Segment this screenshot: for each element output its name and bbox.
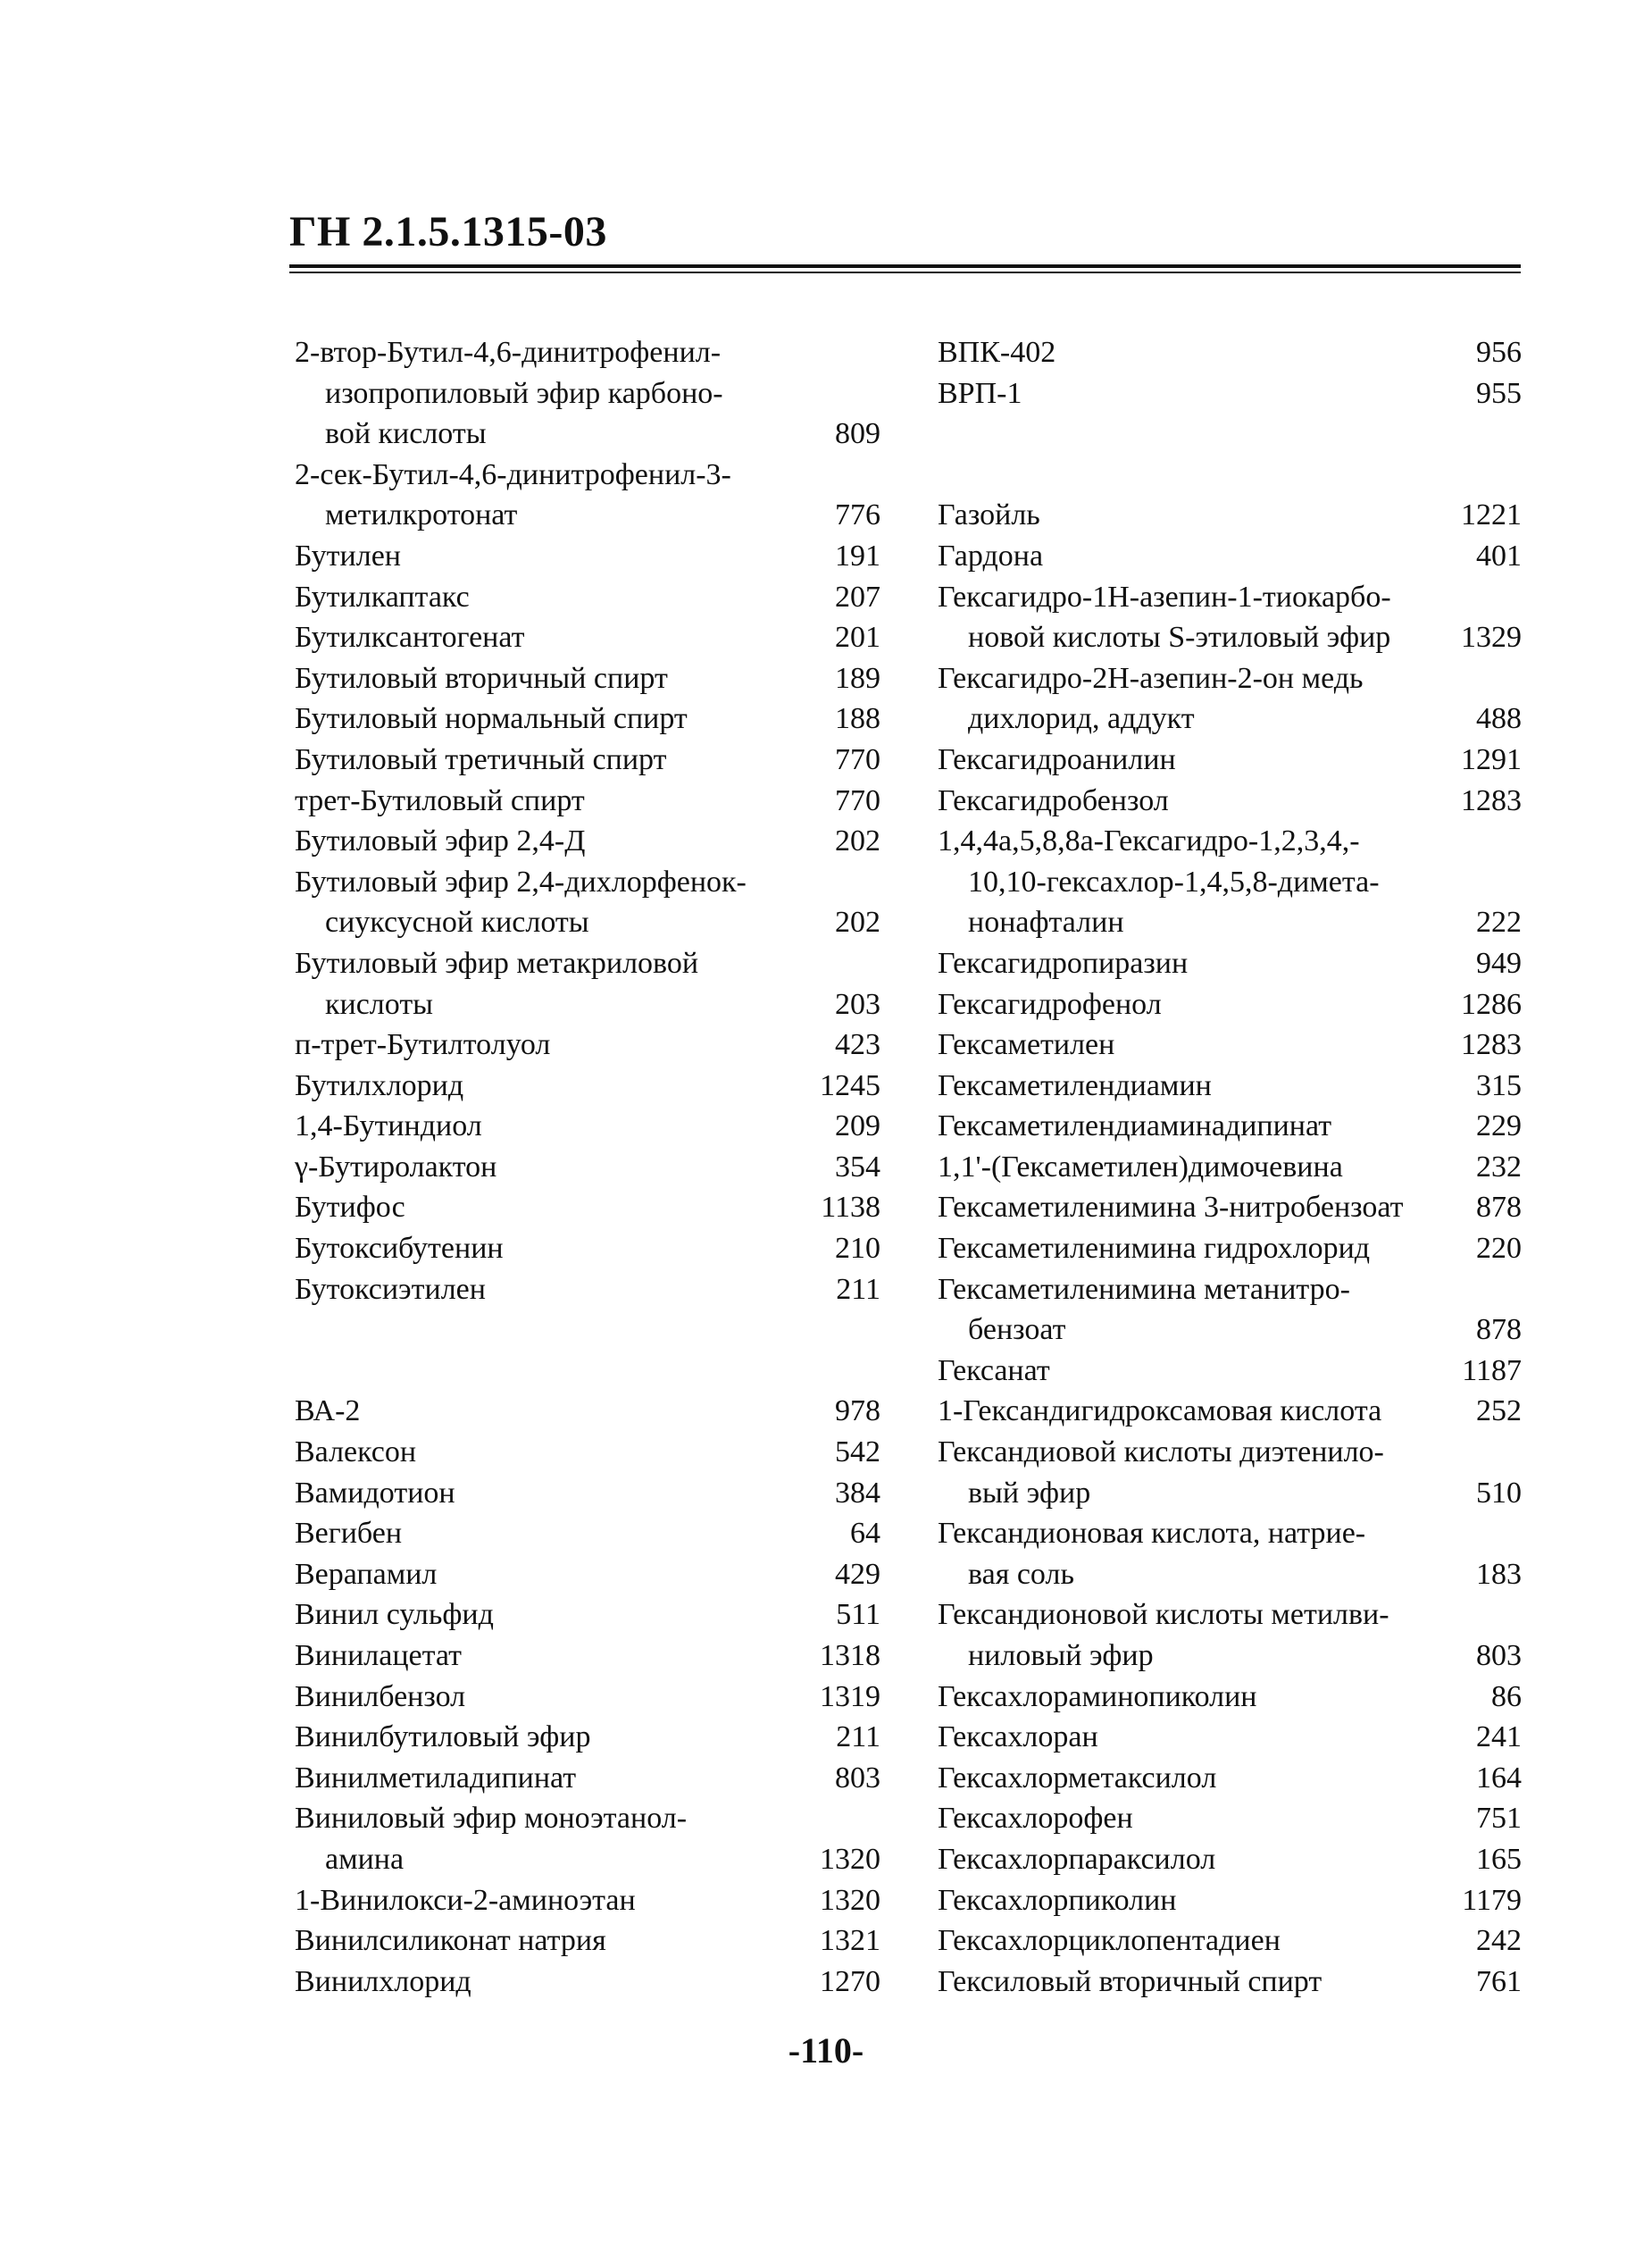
index-entry [295, 455, 880, 536]
index-term: 1,1'-(Гексаметилен)димочевина [938, 1150, 1343, 1184]
index-entry [295, 617, 880, 658]
index-entry [938, 1594, 1522, 1676]
index-entry [295, 1758, 880, 1799]
index-entry [938, 740, 1522, 781]
index-term: Гексахлорциклопентадиен [938, 1924, 1281, 1958]
index-entry [938, 577, 1522, 658]
page-reference: 220 [1476, 1232, 1522, 1266]
page-reference: 956 [1476, 336, 1522, 369]
page-reference: 242 [1476, 1924, 1522, 1958]
page-reference: 803 [1476, 1639, 1522, 1672]
index-term: Бутиловый вторичный спирт [295, 661, 668, 695]
index-entry [938, 1920, 1522, 1962]
index-entry [295, 781, 880, 822]
page-reference: 770 [835, 783, 880, 817]
index-term: Гексахлораминопиколин [938, 1679, 1257, 1713]
index-term: Бутифос [295, 1191, 405, 1225]
index-entry [938, 1717, 1522, 1758]
index-entry [938, 1106, 1522, 1147]
index-entry [938, 943, 1522, 984]
page-reference: 201 [835, 621, 880, 655]
index-entry [295, 1106, 880, 1147]
index-term: Гексагидрофенол [938, 987, 1162, 1021]
index-term: 2-втор-Бутил-4,6-динитрофенил- [295, 336, 722, 369]
index-term: бензоат [968, 1313, 1066, 1347]
index-term: Вегибен [295, 1517, 403, 1551]
index-entry [295, 1228, 880, 1269]
index-entry [938, 1147, 1522, 1188]
index-entry [938, 1228, 1522, 1269]
index-term: ВА-2 [295, 1394, 361, 1428]
index-term: Бутилкаптакс [295, 580, 470, 614]
index-entry [938, 1391, 1522, 1432]
index-entry [295, 1594, 880, 1636]
index-entry [295, 332, 880, 455]
page-reference: 1321 [820, 1924, 880, 1958]
index-term: Верапамил [295, 1557, 438, 1591]
page-reference: 1138 [821, 1191, 880, 1225]
page-reference: 423 [835, 1028, 880, 1062]
page-reference: 955 [1476, 376, 1522, 410]
page-reference: 1283 [1461, 783, 1522, 817]
index-entry [938, 536, 1522, 577]
index-term: новой кислоты S-этиловый эфир [968, 621, 1391, 655]
page-reference: 978 [835, 1394, 880, 1428]
index-term: Бутиловый эфир 2,4-дихлорфенок- [295, 865, 747, 899]
index-term: Бутиловый нормальный спирт [295, 702, 688, 736]
page-reference: 165 [1476, 1842, 1522, 1876]
index-term: Винилсиликонат натрия [295, 1924, 606, 1958]
index-entry [938, 1269, 1522, 1351]
page-reference: 189 [835, 661, 880, 695]
index-entry [295, 1432, 880, 1473]
index-term: 1-Гександигидроксамовая кислота [938, 1394, 1382, 1428]
index-entry [938, 984, 1522, 1025]
index-term: ВРП-1 [938, 376, 1022, 410]
index-term: Гександионовая кислота, натрие- [938, 1517, 1366, 1551]
page-reference: 1187 [1462, 1353, 1522, 1387]
index-entry [295, 1391, 880, 1432]
page-reference: 209 [835, 1109, 880, 1143]
page-reference: 188 [835, 702, 880, 736]
page-reference: 203 [835, 987, 880, 1021]
index-term: Гексахлорпараксилол [938, 1842, 1216, 1876]
index-term: Винилбензол [295, 1679, 466, 1713]
index-entry [295, 1513, 880, 1554]
index-entry [938, 1758, 1522, 1799]
index-entry [295, 862, 880, 943]
section-gap [938, 455, 1522, 496]
index-entry [295, 1880, 880, 1921]
page-reference: 64 [850, 1517, 880, 1551]
page-reference: 761 [1476, 1964, 1522, 1998]
index-term: Бутиловый эфир 2,4-Д [295, 824, 586, 858]
index-term: Вамидотион [295, 1476, 455, 1510]
page-reference: 210 [835, 1232, 880, 1266]
index-term: Гексагидропиразин [938, 946, 1189, 980]
page-reference: 164 [1476, 1761, 1522, 1795]
index-entry [295, 821, 880, 862]
header-rule-thin [289, 272, 1521, 273]
index-term: 10,10-гексахлор-1,4,5,8-димета- [968, 865, 1380, 899]
index-term: 1-Винилокси-2-аминоэтан [295, 1883, 636, 1917]
page-reference: 207 [835, 580, 880, 614]
page-reference: 252 [1476, 1394, 1522, 1428]
index-term: трет-Бутиловый спирт [295, 783, 585, 817]
index-entry [938, 1066, 1522, 1107]
page-reference: 1283 [1461, 1028, 1522, 1062]
index-entry [938, 658, 1522, 740]
page-reference: 751 [1476, 1802, 1522, 1836]
index-term: 1,4-Бутиндиол [295, 1109, 482, 1143]
page-reference: 1291 [1461, 742, 1522, 776]
index-entry [938, 495, 1522, 536]
page-reference: 202 [835, 906, 880, 940]
index-term: ниловый эфир [968, 1639, 1154, 1672]
index-term: Бутоксиэтилен [295, 1272, 486, 1306]
index-term: Бутилхлорид [295, 1068, 464, 1102]
index-term: Гексиловый вторичный спирт [938, 1964, 1322, 1998]
index-term: Гексаметиленимина 3-нитробензоат [938, 1191, 1404, 1225]
page-reference: 770 [835, 742, 880, 776]
index-entry [938, 1880, 1522, 1921]
index-entry [938, 332, 1522, 373]
page-reference: 878 [1476, 1313, 1522, 1347]
section-gap [938, 414, 1522, 455]
index-term: Гексахлорпиколин [938, 1883, 1177, 1917]
page-reference: 202 [835, 824, 880, 858]
index-term: Гексаметилен [938, 1028, 1115, 1062]
index-entry [295, 1920, 880, 1962]
index-entry [295, 1677, 880, 1718]
page-reference: 241 [1476, 1720, 1522, 1754]
page-reference: 1318 [820, 1639, 880, 1672]
index-entry [938, 1187, 1522, 1228]
index-term: Гексаметиленимина гидрохлорид [938, 1232, 1371, 1266]
index-term: Бутиловый третичный спирт [295, 742, 667, 776]
index-term: ВПК-402 [938, 336, 1056, 369]
index-entry [295, 943, 880, 1025]
section-gap [295, 1351, 880, 1392]
index-term: γ-Бутиролактон [295, 1150, 497, 1184]
page-reference: 222 [1476, 906, 1522, 940]
page-reference: 232 [1476, 1150, 1522, 1184]
index-term: 1,4,4а,5,8,8а-Гексагидро-1,2,3,4,- [938, 824, 1360, 858]
index-column-left [295, 332, 880, 2002]
index-term: вый эфир [968, 1476, 1091, 1510]
page-reference: 211 [836, 1720, 880, 1754]
index-term: Винилхлорид [295, 1964, 471, 1998]
index-term: изопропиловый эфир карбоно- [325, 376, 723, 410]
index-entry [295, 577, 880, 618]
index-term: сиуксусной кислоты [325, 906, 589, 940]
page-reference: 315 [1476, 1068, 1522, 1102]
index-term: Гександионовой кислоты метилви- [938, 1598, 1389, 1632]
index-term: Винил сульфид [295, 1598, 494, 1632]
section-gap [295, 1309, 880, 1351]
index-entry [295, 1147, 880, 1188]
index-entry [295, 740, 880, 781]
page-reference: 401 [1476, 539, 1522, 573]
index-term: вая соль [968, 1557, 1074, 1591]
index-entry [295, 1798, 880, 1879]
page-reference: 1329 [1461, 621, 1522, 655]
index-term: Гексанат [938, 1353, 1050, 1387]
index-term: Гексаметилендиаминадипинат [938, 1109, 1332, 1143]
page-reference: 511 [836, 1598, 880, 1632]
page-reference: 211 [836, 1272, 880, 1306]
index-entry [938, 1677, 1522, 1718]
page-reference: 1179 [1462, 1883, 1522, 1917]
page-number: -110- [788, 2030, 864, 2071]
index-entry [938, 781, 1522, 822]
page-reference: 86 [1491, 1679, 1522, 1713]
index-entry [938, 373, 1522, 414]
index-term: метилкротонат [325, 498, 518, 532]
index-entry [295, 536, 880, 577]
index-term: Гексагидро-2Н-азепин-2-он медь [938, 661, 1364, 695]
index-entry [938, 1798, 1522, 1839]
index-entry [295, 1554, 880, 1595]
page-reference: 183 [1476, 1557, 1522, 1591]
page-reference: 1221 [1461, 498, 1522, 532]
page-reference: 1320 [820, 1842, 880, 1876]
index-term: Гексаметилендиамин [938, 1068, 1212, 1102]
index-entry [938, 821, 1522, 943]
index-entry [938, 1432, 1522, 1513]
index-term: Винилметиладипинат [295, 1761, 577, 1795]
page-reference: 1320 [820, 1883, 880, 1917]
index-entry [938, 1025, 1522, 1066]
index-term: амина [325, 1842, 405, 1876]
index-term: Гексагидроанилин [938, 742, 1176, 776]
page-reference: 1270 [820, 1964, 880, 1998]
header-rule-thick [289, 264, 1521, 268]
index-entry [295, 699, 880, 740]
page-reference: 354 [835, 1150, 880, 1184]
index-entry [295, 1473, 880, 1514]
index-term: 2-сек-Бутил-4,6-динитрофенил-3- [295, 457, 731, 491]
index-term: кислоты [325, 987, 434, 1021]
index-term: Гардона [938, 539, 1044, 573]
page-reference: 191 [835, 539, 880, 573]
index-term: Гексагидро-1Н-азепин-1-тиокарбо- [938, 580, 1391, 614]
index-term: Бутилксантогенат [295, 621, 525, 655]
index-term: Виниловый эфир моноэтанол- [295, 1802, 688, 1836]
index-entry [295, 1717, 880, 1758]
index-term: п-трет-Бутилтолуол [295, 1028, 551, 1062]
index-entry [295, 1636, 880, 1677]
index-term: дихлорид, аддукт [968, 702, 1195, 736]
page-reference: 542 [835, 1435, 880, 1469]
index-column-right [938, 332, 1522, 2002]
page-reference: 510 [1476, 1476, 1522, 1510]
index-term: Гексаметиленимина метанитро- [938, 1272, 1350, 1306]
index-entry [938, 1351, 1522, 1392]
index-term: Валексон [295, 1435, 417, 1469]
page-reference: 1245 [820, 1068, 880, 1102]
index-term: Гексахлорофен [938, 1802, 1133, 1836]
index-term: Гексахлоран [938, 1720, 1098, 1754]
page-reference: 229 [1476, 1109, 1522, 1143]
page-reference: 1319 [820, 1679, 880, 1713]
index-entry [938, 1962, 1522, 2003]
page-reference: 809 [835, 417, 880, 451]
index-entry [295, 1066, 880, 1107]
index-entry [295, 658, 880, 699]
index-entry [295, 1025, 880, 1066]
page-reference: 776 [835, 498, 880, 532]
index-entry [295, 1187, 880, 1228]
page-reference: 1286 [1461, 987, 1522, 1021]
index-entry [295, 1269, 880, 1310]
index-term: Гександиовой кислоты диэтенило- [938, 1435, 1384, 1469]
index-term: Гексахлорметаксилол [938, 1761, 1217, 1795]
index-term: Газойль [938, 498, 1040, 532]
index-entry [938, 1839, 1522, 1880]
index-term: Бутиловый эфир метакриловой [295, 946, 699, 980]
index-term: Гексагидробензол [938, 783, 1169, 817]
index-entry [295, 1962, 880, 2003]
page-reference: 949 [1476, 946, 1522, 980]
page-reference: 429 [835, 1557, 880, 1591]
index-term: Винилацетат [295, 1639, 462, 1672]
index-entry [938, 1513, 1522, 1594]
index-term: вой кислоты [325, 417, 487, 451]
page-reference: 878 [1476, 1191, 1522, 1225]
index-term: Винилбутиловый эфир [295, 1720, 591, 1754]
index-term: Бутилен [295, 539, 401, 573]
page-reference: 488 [1476, 702, 1522, 736]
page-reference: 384 [835, 1476, 880, 1510]
index-term: Бутоксибутенин [295, 1232, 504, 1266]
index-term: нонафталин [968, 906, 1124, 940]
page-reference: 803 [835, 1761, 880, 1795]
document-code: ГН 2.1.5.1315-03 [289, 208, 607, 255]
